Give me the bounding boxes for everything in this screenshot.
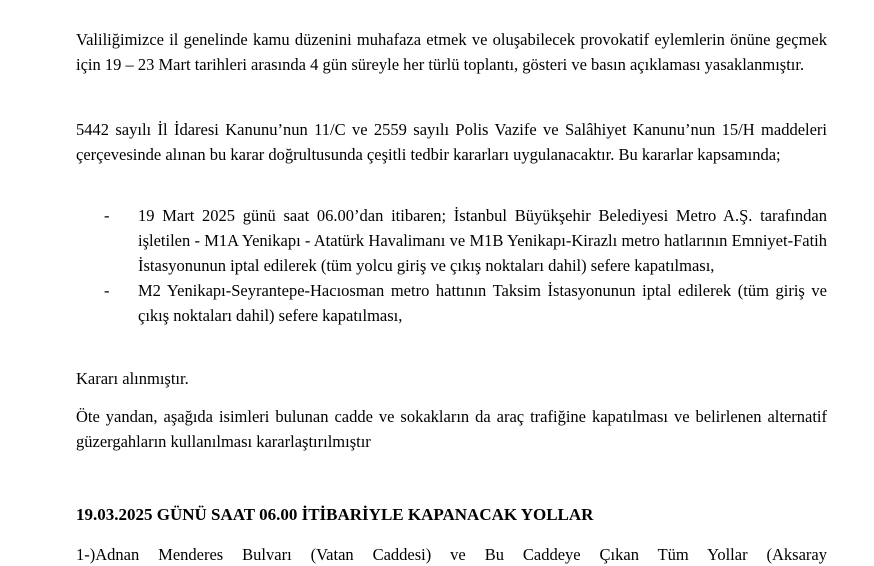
paragraph-road-list-item: 1-)Adnan Menderes Bulvarı (Vatan Caddesi) ve Bu Caddeye Çıkan Tüm Yollar (Aksaray: [76, 545, 827, 564]
list-item: [76, 278, 827, 328]
paragraph-traffic-closure: Öte yandan, aşağıda isimleri bulunan cadde ve sokakların da araç trafiğine kapatılması ve belirlenen alternatif güzergahların kullanılması kararlaştırılmıştır: [76, 407, 827, 451]
list-item-text: M2 Yenikapı-Seyrantepe-Hacıosman metro hattının Taksim İstasyonunun iptal edilerek (tüm giriş ve çıkış noktaları dahil) sefere kapatılması,: [138, 281, 827, 325]
list-bullet: -: [104, 206, 110, 225]
list-item: [76, 203, 827, 278]
paragraph-legal-basis: 5442 sayılı İl İdaresi Kanunu’nun 11/C ve 2559 sayılı Polis Vazife ve Salâhiyet Kanunu’nun 15/H maddeleri çerçevesinde alınan bu karar doğrultusunda çeşitli tedbir kararları uygulanacaktır. Bu kararlar kapsamında;: [76, 120, 827, 164]
section-heading: 19.03.2025 GÜNÜ SAAT 06.00 İTİBARİYLE KAPANACAK YOLLAR: [76, 505, 594, 524]
paragraph-decision-taken: Kararı alınmıştır.: [76, 369, 189, 388]
list-bullet: -: [104, 281, 110, 300]
list-item-text: 19 Mart 2025 günü saat 06.00’dan itibaren; İstanbul Büyükşehir Belediyesi Metro A.Ş. tarafından işletilen - M1A Yenikapı - Atatürk Havalimanı ve M1B Yenikapı-Kirazlı metro hatlarının Emniyet-Fatih İstasyonunun iptal edilerek (tüm yolcu giriş ve çıkış noktaları dahil) sefere kapatılması,: [138, 206, 827, 275]
paragraph-ban-announcement: Valiliğimizce il genelinde kamu düzenini muhafaza etmek ve oluşabilecek provokatif eylemlerin önüne geçmek için 19 – 23 Mart tarihleri arasında 4 gün süreyle her türlü toplantı, gösteri ve basın açıklaması yasaklanmıştır.: [76, 30, 827, 74]
measures-list: [76, 203, 827, 328]
